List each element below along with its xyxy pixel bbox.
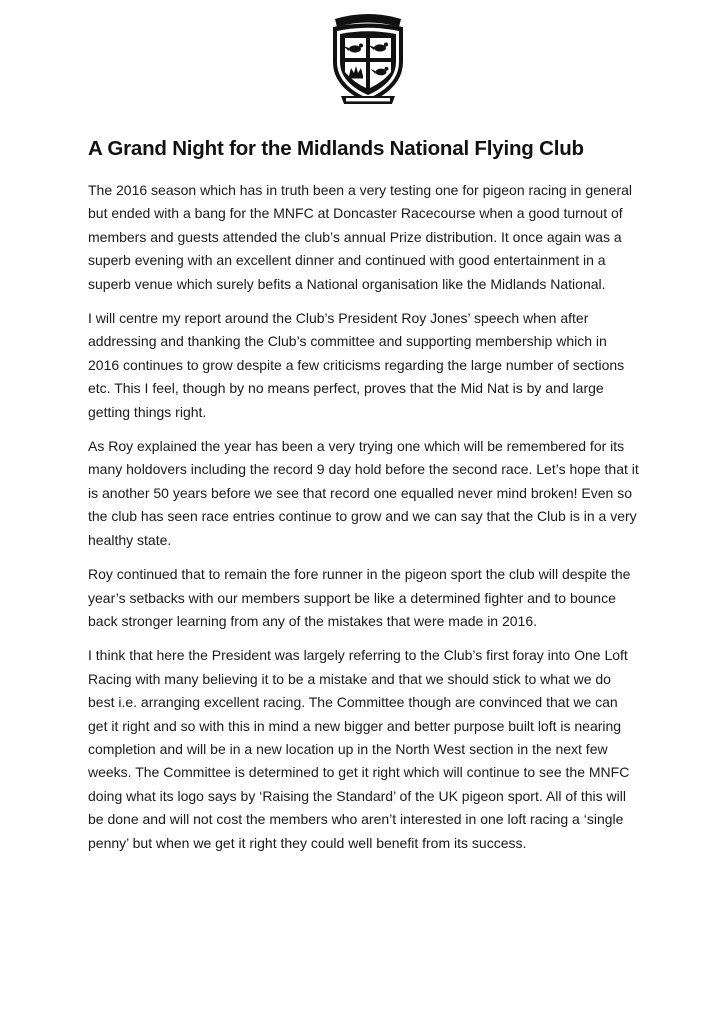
article-paragraph: Roy continued that to remain the fore runner in the pigeon sport the club will despite the year’s setbacks with our members support be like a determined fighter and to bounce back stronger learning from any of the mistakes that were made in 2016.	[88, 566, 631, 629]
article-title: A Grand Night for the Midlands National Flying Club	[88, 137, 584, 160]
article	[88, 133, 640, 866]
article-paragraph: The 2016 season which has in truth been a very testing one for pigeon racing in general but ended with a bang for the MNFC at Doncaster Racecourse when a good turnout of members and guests attended the club’s annual Prize distribution. It once again was a superb evening with an excellent dinner and continued with good entertainment in a superb venue which surely befits a National organisation like the Midlands National.	[88, 182, 633, 292]
article-paragraph: I think that here the President was largely referring to the Club’s first foray into One Loft Racing with many believing it to be a mistake and that we should stick to what we do best i.e. arranging excellent racing. The Committee though are convinced that we can get it right and so with this in mind a new bigger and better purpose built loft is nearing completion and will be in a new location up in the North West section in the next few weeks. The Committee is determined to get it right which will continue to see the MNFC doing what its logo says by ‘Raising the Standard’ of the UK pigeon sport. All of this will be done and will not cost the members who aren’t interested in one loft racing a ‘single penny’ but when we get it right they could well benefit from its success.	[88, 647, 630, 851]
article-paragraph: As Roy explained the year has been a very trying one which will be remembered for its many holdovers including the record 9 day hold before the second race. Let’s hope that it is another 50 years before we see that record one equalled never mind broken! Even so the club has seen race entries continue to grow and we can say that the Club is in a very healthy state.	[88, 438, 639, 548]
shield-crest-icon	[327, 10, 409, 108]
club-logo	[327, 10, 409, 108]
article-paragraph: I will centre my report around the Club’s President Roy Jones’ speech when after addressing and thanking the Club’s committee and supporting membership which in 2016 continues to grow despite a few criticisms regarding the large number of sections etc. This I feel, though by no means perfect, proves that the Mid Nat is by and large getting things right.	[88, 310, 625, 420]
